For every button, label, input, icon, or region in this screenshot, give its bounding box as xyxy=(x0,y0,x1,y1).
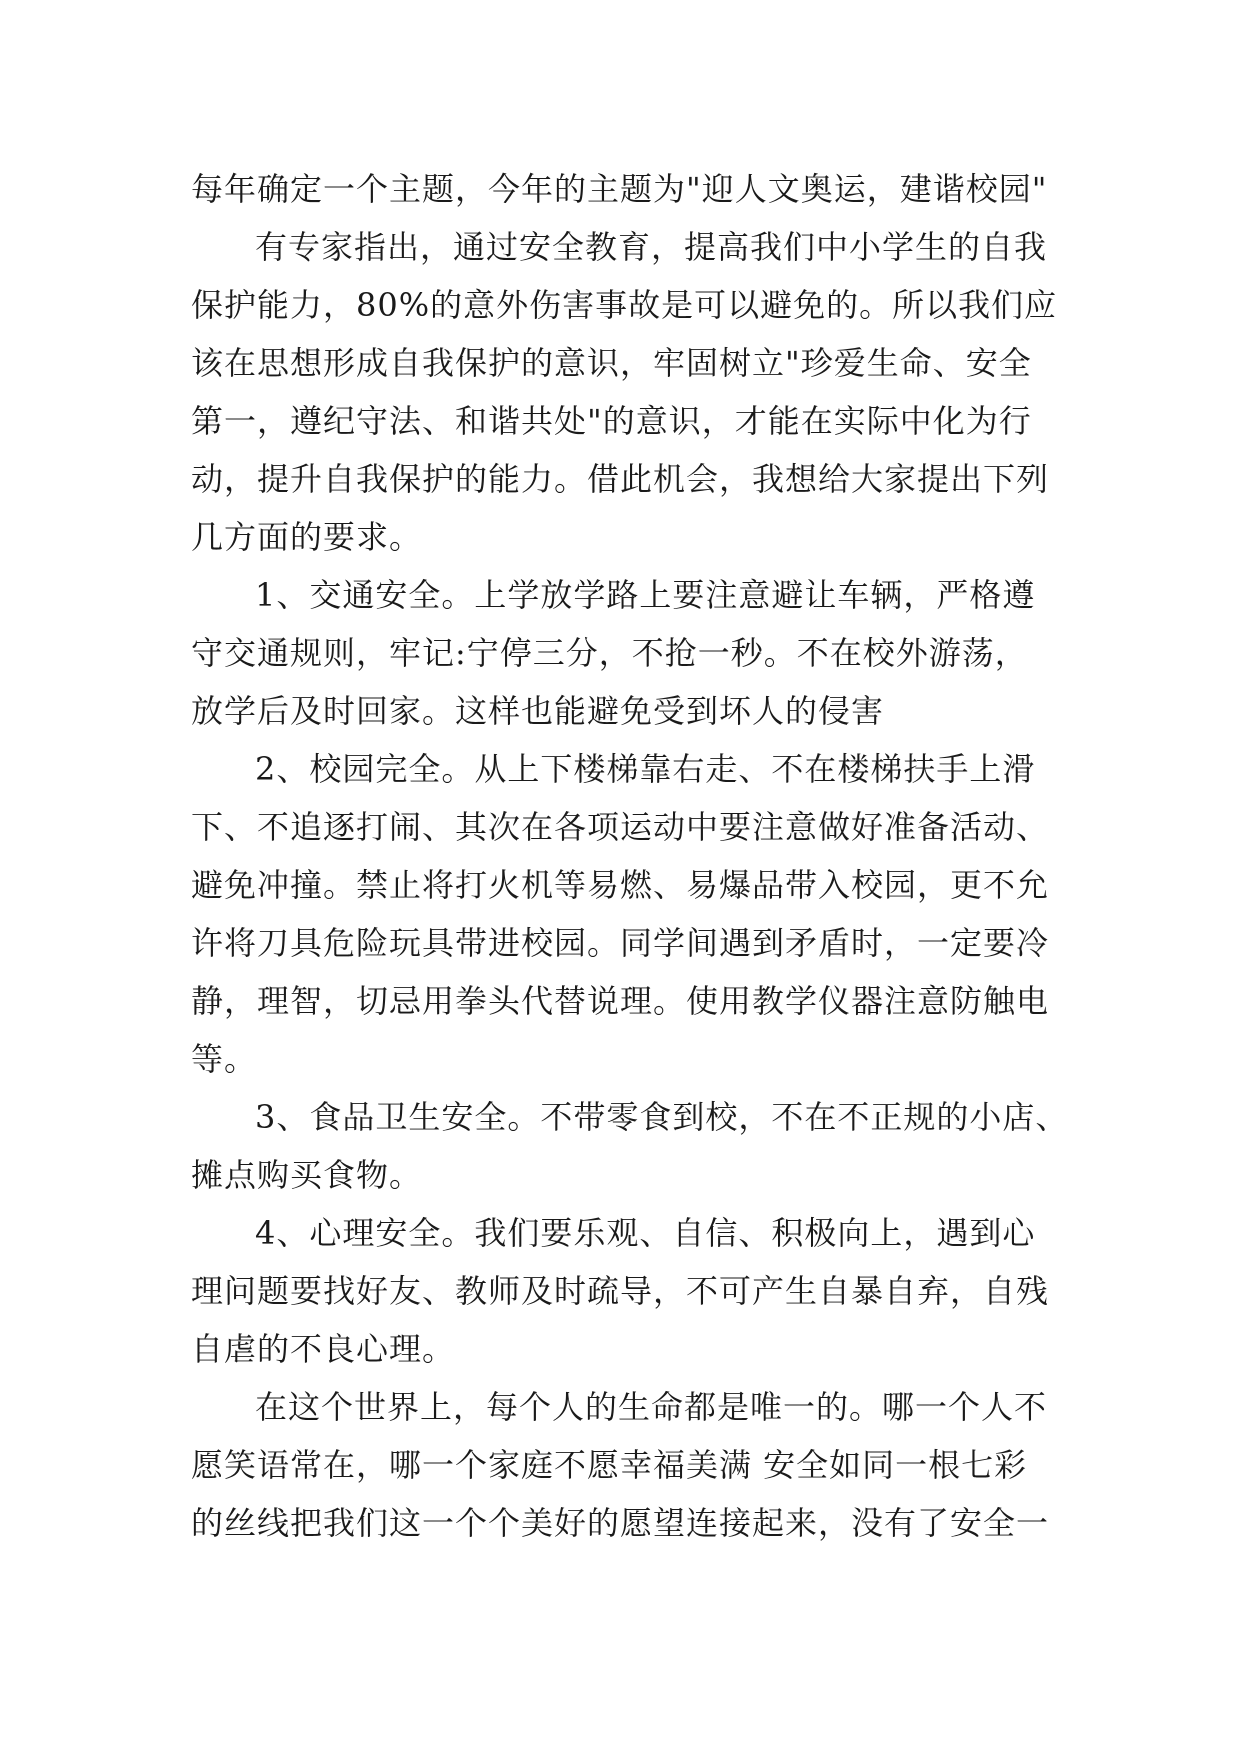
text-line: 该在思想形成自我保护的意识，牢固树立"珍爱生命、安全 xyxy=(191,344,1032,382)
document-body xyxy=(191,160,1069,1552)
text-line: 自虐的不良心理。 xyxy=(191,1330,456,1368)
text-line: 的丝线把我们这一个个美好的愿望连接起来，没有了安全一 xyxy=(191,1504,1050,1542)
text-line: 愿笑语常在，哪一个家庭不愿幸福美满 安全如同一根七彩 xyxy=(191,1446,1028,1484)
text-line: 静，理智，切忌用拳头代替说理。使用教学仪器注意防触电 xyxy=(191,982,1050,1020)
text-line: 每年确定一个主题，今年的主题为"迎人文奥运，建谐校园" xyxy=(191,170,1048,208)
text-line: 守交通规则，牢记:宁停三分，不抢一秒。不在校外游荡， xyxy=(191,634,1028,672)
text-line: 避免冲撞。禁止将打火机等易燃、易爆品带入校园，更不允 xyxy=(191,866,1050,904)
text-line: 4、心理安全。我们要乐观、自信、积极向上，遇到心 xyxy=(255,1214,1036,1252)
text-line: 摊点购买食物。 xyxy=(191,1156,423,1194)
text-line: 有专家指出，通过安全教育，提高我们中小学生的自我 xyxy=(255,228,1048,266)
text-line: 1、交通安全。上学放学路上要注意避让车辆，严格遵 xyxy=(255,576,1036,614)
text-line: 在这个世界上，每个人的生命都是唯一的。哪一个人不 xyxy=(255,1388,1048,1426)
text-line: 第一，遵纪守法、和谐共处"的意识，才能在实际中化为行 xyxy=(191,402,1032,440)
text-line: 保护能力，80%的意外伤害事故是可以避免的。所以我们应 xyxy=(191,286,1058,324)
text-line: 放学后及时回家。这样也能避免受到坏人的侵害 xyxy=(191,692,885,730)
text-line: 几方面的要求。 xyxy=(191,518,423,556)
text-line: 3、食品卫生安全。不带零食到校，不在不正规的小店、 xyxy=(255,1098,1069,1136)
text-line: 许将刀具危险玩具带进校园。同学间遇到矛盾时，一定要冷 xyxy=(191,924,1050,962)
text-line: 下、不追逐打闹、其次在各项运动中要注意做好准备活动、 xyxy=(191,808,1050,846)
text-line: 等。 xyxy=(191,1040,258,1078)
text-line: 2、校园完全。从上下楼梯靠右走、不在楼梯扶手上滑 xyxy=(255,750,1036,788)
text-line: 动，提升自我保护的能力。借此机会，我想给大家提出下列 xyxy=(191,460,1050,498)
text-line: 理问题要找好友、教师及时疏导，不可产生自暴自弃，自残 xyxy=(191,1272,1050,1310)
